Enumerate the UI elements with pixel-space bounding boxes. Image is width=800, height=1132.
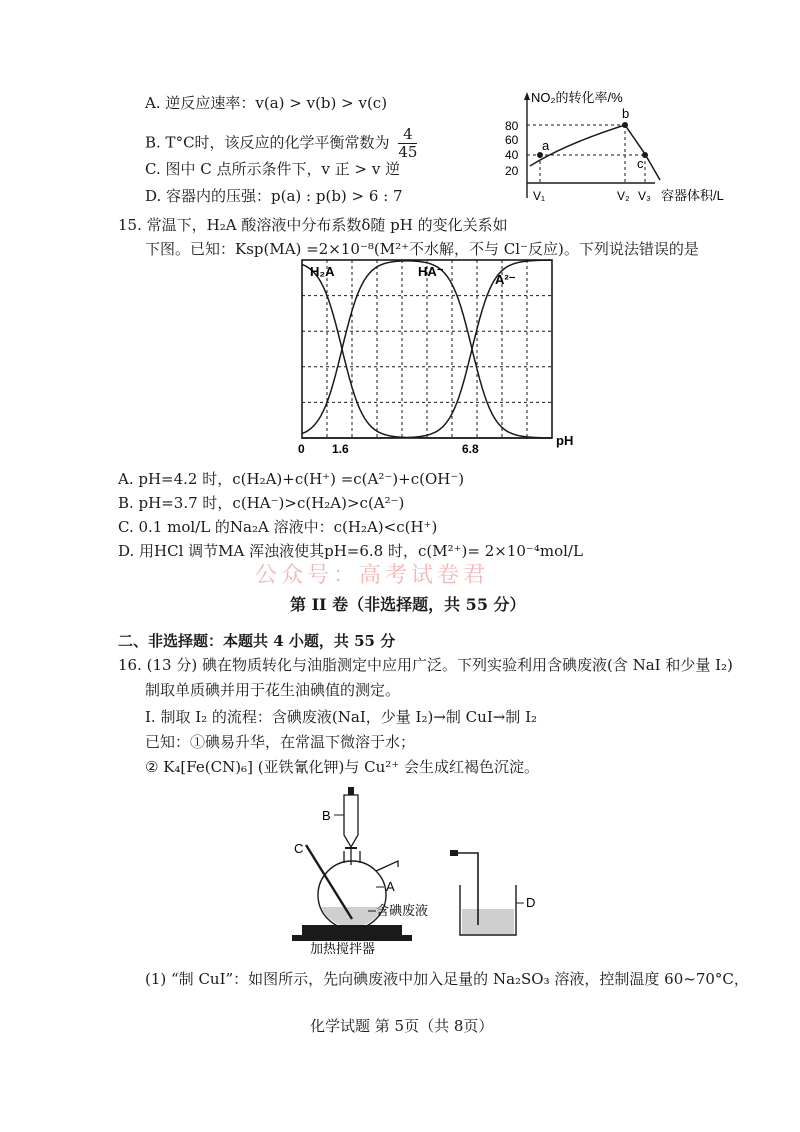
x-tick-1-6: 1.6 xyxy=(332,442,349,455)
no2-label-b: b xyxy=(622,106,630,121)
q15-option-b: B. pH=3.7 时，c(HA⁻)>c(H₂A)>c(A²⁻) xyxy=(118,494,405,512)
distribution-chart xyxy=(290,255,580,455)
q14-fraction-denominator: 45 xyxy=(398,143,418,161)
no2-curve xyxy=(530,125,660,180)
label-a: A xyxy=(386,879,395,894)
label-liquid: 含碘废液 xyxy=(376,903,429,918)
q14-fraction-numerator: 4 xyxy=(398,126,417,144)
side-neck xyxy=(376,861,398,871)
label-d: D xyxy=(526,895,536,910)
no2-label-c: c xyxy=(637,156,644,171)
q16-stem-line2: 制取单质碘并用于花生油碘值的测定。 xyxy=(145,681,401,699)
series-label-ha: HA⁻ xyxy=(418,264,444,279)
no2-ytick-40: 40 xyxy=(505,148,519,162)
label-b: B xyxy=(322,808,331,823)
q16-sub1: (1) “制 CuI”：如图所示，先向碘废液中加入足量的 Na₂SO₃ 溶液，控制温度 60~70°C， xyxy=(145,970,749,988)
apparatus-diagram xyxy=(290,785,550,955)
q15-stem-line2: 下图。已知：Ksp(MA) =2×10⁻⁸(M²⁺不水解，不与 Cl⁻反应)。下列说法错误的是 xyxy=(145,240,699,258)
no2-y-label: NO₂的转化率/% xyxy=(531,90,623,105)
x-axis-label: pH xyxy=(556,433,574,448)
section2-title: 第 II 卷（非选择题，共 55 分） xyxy=(290,595,526,614)
series-label-h2a: H₂A xyxy=(310,264,335,279)
q16-known1: 已知：①碘易升华，在常温下微溶于水； xyxy=(145,733,416,751)
page-footer: 化学试题 第 5页（共 8页） xyxy=(310,1017,494,1035)
q16-part1: I. 制取 I₂ 的流程：含碘废液(NaI，少量 I₂)→制 CuI→制 I₂ xyxy=(145,708,538,726)
q14-option-d: D. 容器内的压强：p(a) : p(b) > 6 : 7 xyxy=(145,187,403,205)
label-stirrer: 加热搅拌器 xyxy=(310,941,376,955)
q15-option-d: D. 用HCl 调节MA 浑浊液使其pH=6.8 时，c(M²⁺)= 2×10⁻⁴mol/L xyxy=(118,542,583,560)
dropping-funnel xyxy=(344,795,358,847)
q15-option-a: A. pH=4.2 时，c(H₂A)+c(H⁺) =c(A²⁻)+c(OH⁻) xyxy=(118,470,465,488)
beaker-liquid xyxy=(462,909,514,934)
funnel-stopper xyxy=(348,787,354,795)
no2-y-arrow xyxy=(524,92,530,100)
stirrer-top xyxy=(302,925,402,935)
q14-option-b-text: B. T°C时，该反应的化学平衡常数为 xyxy=(145,133,390,152)
no2-xtick-v1: V₁ xyxy=(533,189,546,203)
no2-x-label: 容器体积/L xyxy=(661,188,724,203)
no2-xtick-v2: V₂ xyxy=(617,189,630,203)
q14-option-b xyxy=(145,126,417,161)
no2-xtick-v3: V₃ xyxy=(638,189,651,203)
no2-point-b xyxy=(622,122,628,128)
no2-conversion-chart xyxy=(495,88,765,210)
label-c: C xyxy=(294,841,304,856)
watermark: 公众号：高考试卷君 xyxy=(255,563,490,588)
q15-stem-line1: 15. 常温下，H₂A 酸溶液中分布系数δ随 pH 的变化关系如 xyxy=(118,216,508,234)
q16-known2: ② K₄[Fe(CN)₆] (亚铁氰化钾)与 Cu²⁺ 会生成红褐色沉淀。 xyxy=(145,758,540,776)
tube-connector xyxy=(450,850,458,856)
series-label-a2: A²⁻ xyxy=(495,272,516,287)
q14-option-a: A. 逆反应速率：v(a) > v(b) > v(c) xyxy=(145,94,388,112)
q14-option-c: C. 图中 C 点所示条件下，v 正 > v 逆 xyxy=(145,160,401,178)
section2-heading: 二、非选择题：本题共 4 小题，共 55 分 xyxy=(118,632,396,650)
no2-ytick-80: 80 xyxy=(505,119,519,133)
no2-ytick-20: 20 xyxy=(505,164,519,178)
q15-option-c: C. 0.1 mol/L 的Na₂A 溶液中：c(H₂A)<c(H⁺) xyxy=(118,518,438,536)
q16-stem-line1: 16. (13 分) 碘在物质转化与油脂测定中应用广泛。下列实验利用含碘废液(含 NaI 和少量 I₂) xyxy=(118,656,733,674)
x-tick-0: 0 xyxy=(298,442,305,455)
x-tick-6-8: 6.8 xyxy=(462,442,479,455)
no2-label-a: a xyxy=(542,138,550,153)
no2-ytick-60: 60 xyxy=(505,133,519,147)
